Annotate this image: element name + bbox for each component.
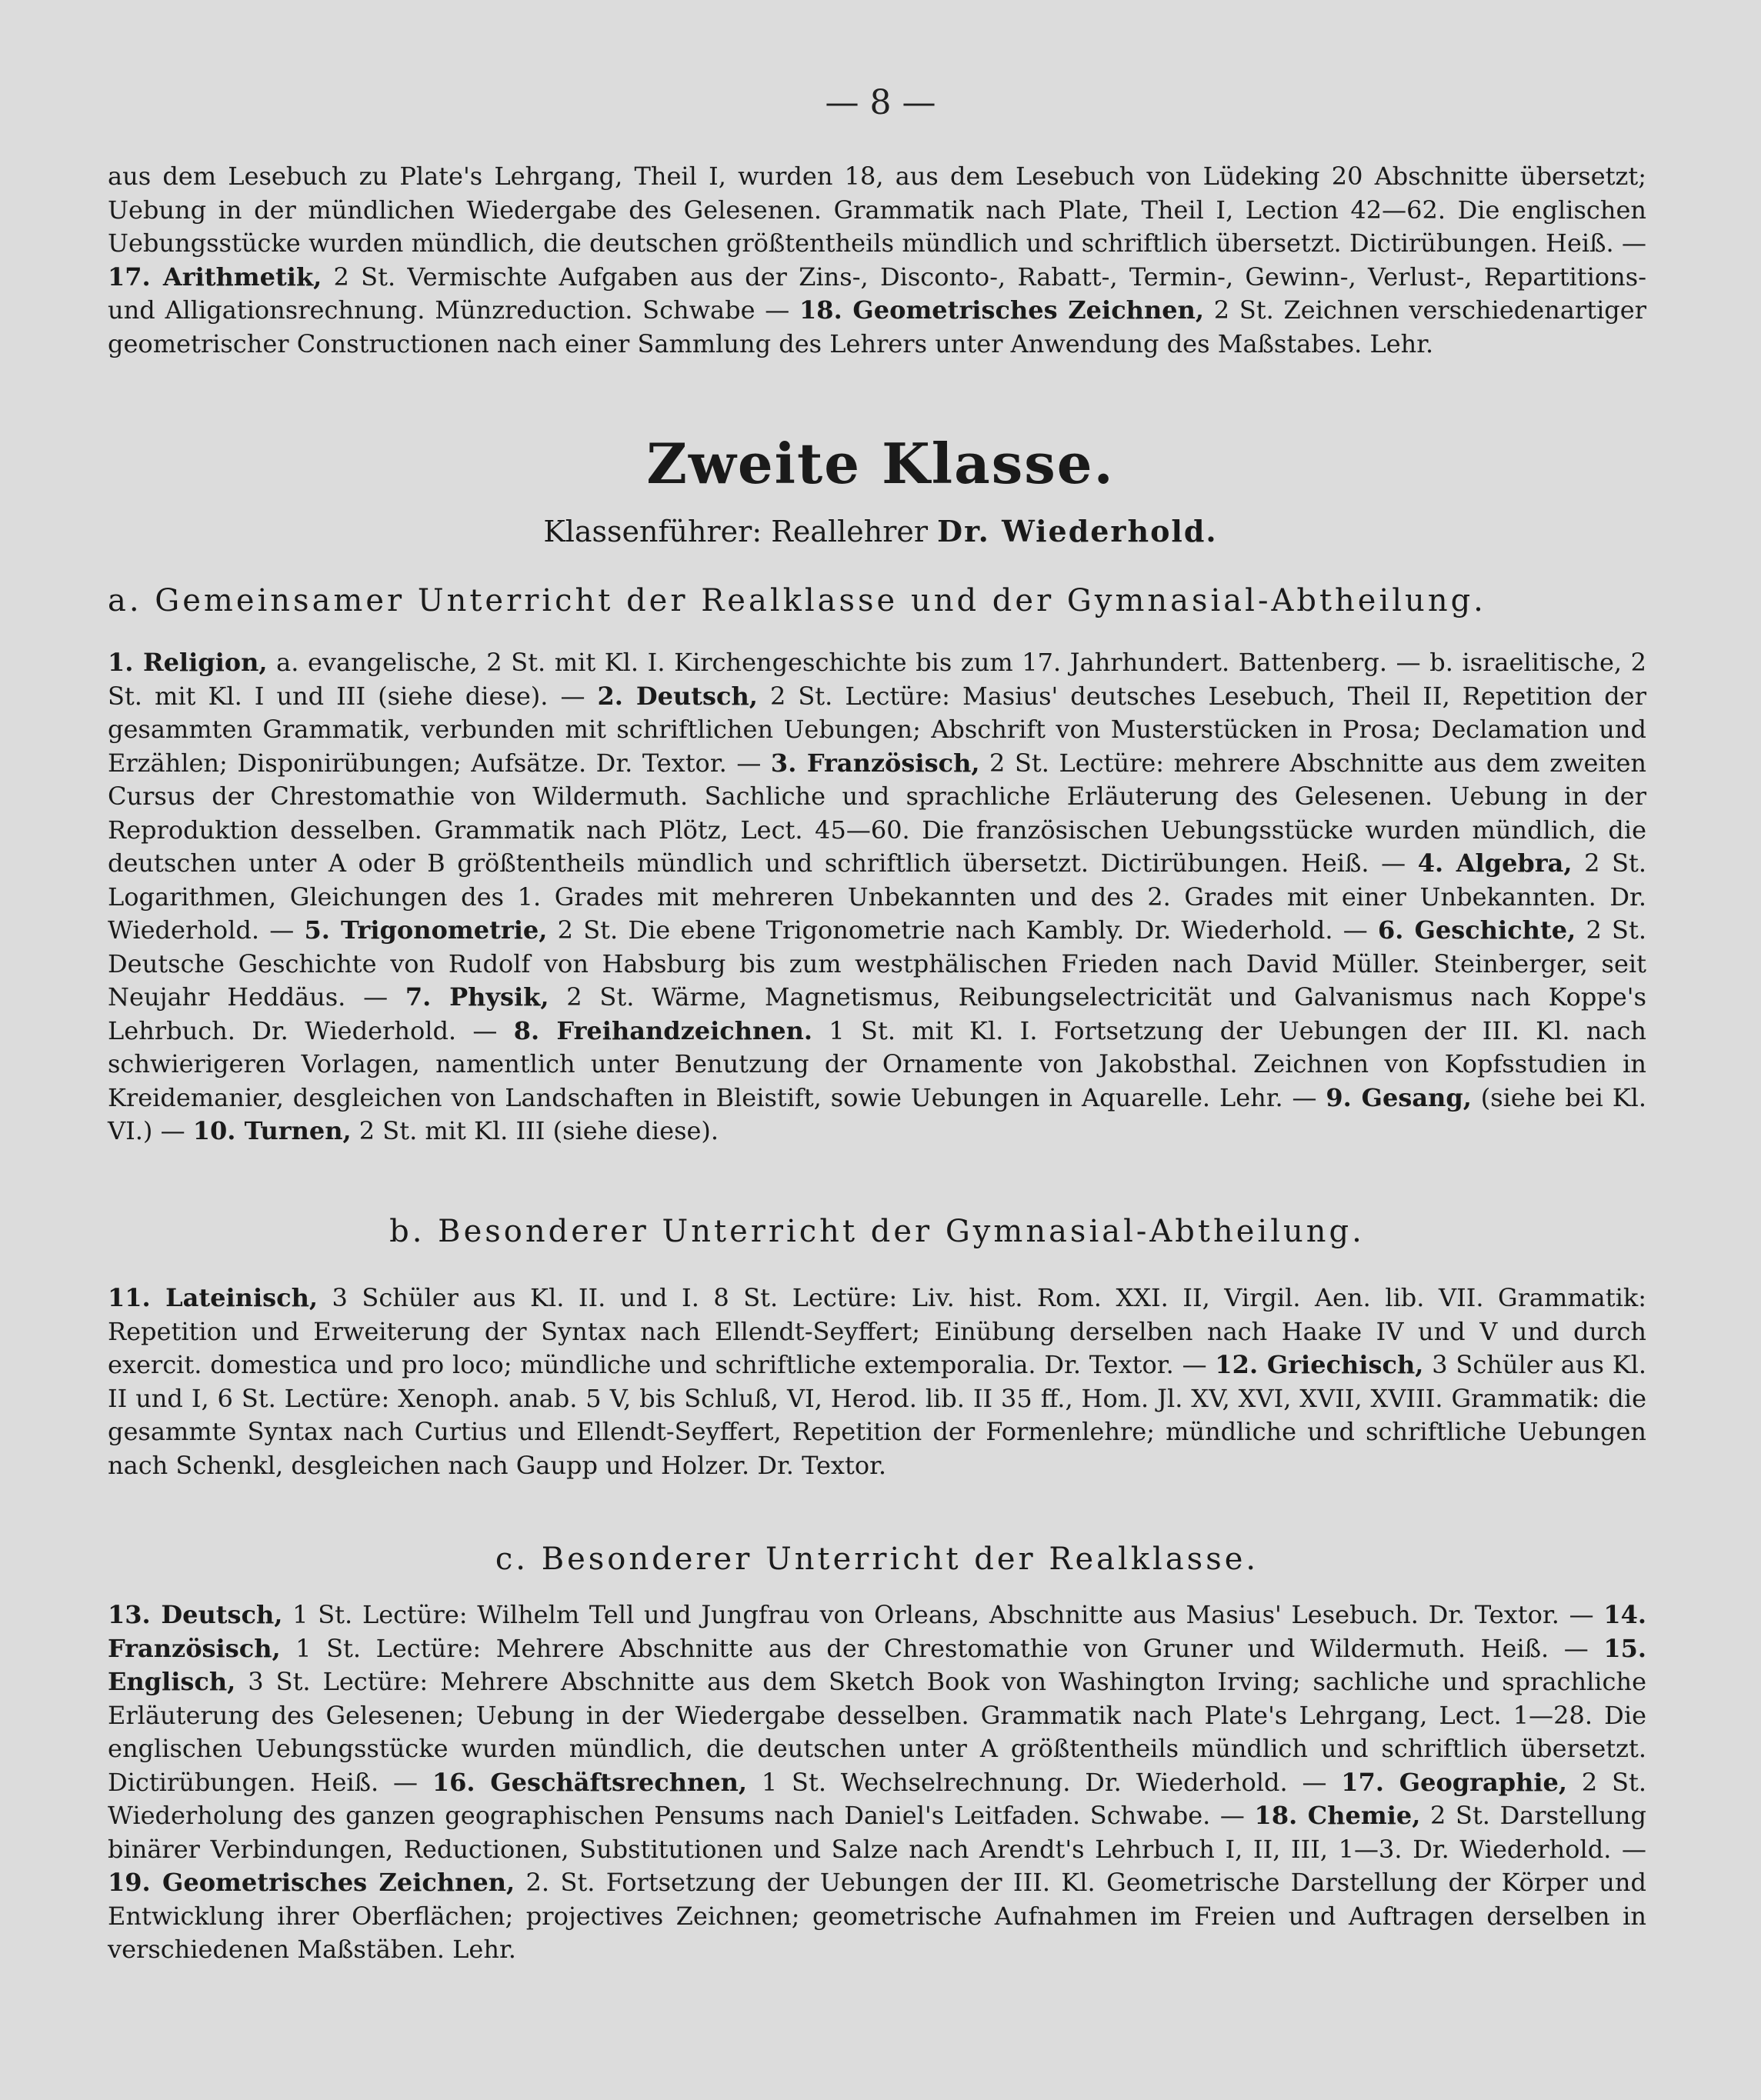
- text-run: 2 St. Vermischte Aufgaben aus der Zins-, Disconto-, Rabatt-, Termin-, Gewinn-, Verlust-, Repartitions- und Alligationsrechnung. Münzreduction. Schwabe —: [108, 262, 1647, 325]
- subject-heading: 18. Geometrisches Zeichnen,: [799, 295, 1204, 325]
- text-run: 2 St. Wiederholung des ganzen geographischen Pensums nach Daniel's Leitfaden. Schwabe. —: [108, 1767, 1647, 1830]
- text-run: 2 St. Deutsche Geschichte von Rudolf von Habsburg bis zum westphälischen Frieden nach David Müller. Steinberger, seit Neujahr Heddäus. —: [108, 915, 1647, 1012]
- subject-heading: 6. Geschichte,: [1377, 915, 1576, 945]
- subject-heading: 19. Geometrisches Zeichnen,: [108, 1868, 515, 1897]
- text-run: 2 St. Darstellung binärer Verbindungen, Reductionen, Substitutionen und Salze nach Arendt's Lehrbuch I, II, III, 1—3. Dr. Wiederhold. —: [108, 1801, 1647, 1864]
- subject-heading: 15. Englisch,: [108, 1633, 1646, 1696]
- subject-heading: 16. Geschäftsrechnen,: [432, 1767, 748, 1797]
- subject-heading: 1. Religion,: [108, 648, 268, 677]
- text-run: aus dem Lesebuch zu Plate's Lehrgang, Theil I, wurden 18, aus dem Lesebuch von Lüdeking 20 Abschnitte übersetzt; Uebung in der mündlichen Wiedergabe des Gelesenen. Grammatik nach Plate, Theil I, Lection 42—62. Die englischen Uebungsstücke wurden mündlich, die deutschen größtentheils mündlich und schriftlich übersetzt. Dictirübungen. Heiß. —: [108, 162, 1646, 258]
- subject-heading: 3. Französisch,: [770, 748, 980, 778]
- subject-heading: 12. Griechisch,: [1215, 1350, 1424, 1379]
- text-run: 2 St. Zeichnen verschiedenartiger geometrischer Constructionen nach einer Sammlung des Lehrers unter Anwendung des Maßstabes. Lehr.: [108, 295, 1647, 358]
- text-run: 1 St. Lectüre: Mehrere Abschnitte aus der Chrestomathie von Gruner und Wildermuth. Heiß. —: [280, 1633, 1604, 1663]
- text-run: 1 St. mit Kl. I. Fortsetzung der Uebungen der III. Kl. nach schwierigeren Vorlagen, namentlich unter Benutzung der Ornamente von Jakobsthal. Zeichnen von Kopfsstudien in Kreidemanier, desgleichen von Landschaften in Bleistift, sowie Uebungen in Aquarelle. Lehr. —: [108, 1015, 1647, 1112]
- text-run: 3 Schüler aus Kl. II. und I. 8 St. Lectüre: Liv. hist. Rom. XXI. II, Virgil. Aen. lib. VII. Grammatik: Repetition und Erweiterung der Syntax nach Ellendt-Seyffert; Einübung derselben nach Haake IV und V und durch exercit. domestica und pro loco; mündliche und schriftliche extemporalia. Dr. Textor. —: [108, 1283, 1647, 1379]
- text-run: 1 St. Wechselrechnung. Dr. Wiederhold. —: [747, 1767, 1342, 1797]
- subject-heading: 10. Turnen,: [192, 1116, 352, 1145]
- intro-paragraph: [108, 160, 1646, 361]
- subject-heading: 2. Deutsch,: [597, 681, 758, 711]
- section-a-heading: a. Gemeinsamer Unterricht der Realklasse und der Gymnasial-Abtheilung.: [108, 583, 1486, 618]
- text-run: 2 St. Lectüre: Masius' deutsches Lesebuch, Theil II, Repetition der gesammten Grammatik, verbunden mit schriftlichen Uebungen; Abschrift von Musterstücken in Prosa; Declamation und Erzählen; Disponirübungen; Aufsätze. Dr. Textor. —: [108, 681, 1647, 778]
- subject-heading: 7. Physik,: [405, 982, 549, 1012]
- section-c-heading: c. Besonderer Unterricht der Realklasse.: [495, 1542, 1259, 1577]
- text-run: a. evangelische, 2 St. mit Kl. I. Kirchengeschichte bis zum 17. Jahrhundert. Battenberg. — b. israelitische, 2 St. mit Kl. I und III (siehe diese). —: [108, 648, 1647, 711]
- section-b-paragraph: [108, 1282, 1646, 1482]
- text-run: 3 Schüler aus Kl. II und I, 6 St. Lectüre: Xenoph. anab. 5 V, bis Schluß, VI, Herod. lib. II 35 ff., Hom. Jl. XV, XVI, XVII, XVIII. Grammatik: die gesammte Syntax nach Curtius und Ellendt-Seyffert, Repetition der Formenlehre; mündliche und schriftliche Uebungen nach Schenkl, desgleichen nach Gaupp und Holzer. Dr. Textor.: [108, 1350, 1647, 1480]
- text-run: 2 St. Die ebene Trigonometrie nach Kambly. Dr. Wiederhold. —: [547, 915, 1378, 945]
- text-run: 2 St. Lectüre: mehrere Abschnitte aus dem zweiten Cursus der Chrestomathie von Wildermuth. Sachliche und sprachliche Erläuterung des Gelesenen. Uebung in der Reproduktion desselben. Grammatik nach Plötz, Lect. 45—60. Die französischen Uebungsstücke wurden mündlich, die deutschen unter A oder B größtentheils mündlich und schriftlich übersetzt. Dictirübungen. Heiß. —: [108, 748, 1647, 878]
- text-run: 2 St. mit Kl. III (siehe diese).: [351, 1116, 719, 1145]
- class-leader-label: Klassenführer: Reallehrer: [543, 515, 938, 548]
- text-run: 3 St. Lectüre: Mehrere Abschnitte aus dem Sketch Book von Washington Irving; sachliche und sprachliche Erläuterung des Gelesenen; Uebung in der Wiedergabe desselben. Grammatik nach Plate's Lehrgang, Lect. 1—28. Die englischen Uebungsstücke wurden mündlich, die deutschen unter A größtentheils mündlich und schriftlich übersetzt. Dictirübungen. Heiß. —: [108, 1667, 1646, 1797]
- subject-heading: 11. Lateinisch,: [108, 1283, 319, 1312]
- class-leader-name: Dr. Wiederhold.: [937, 514, 1218, 548]
- section-c-paragraph: [108, 1598, 1646, 1967]
- text-run: 2 St. Wärme, Magnetismus, Reibungselectricität und Galvanismus nach Koppe's Lehrbuch. Dr. Wiederhold. —: [108, 982, 1647, 1045]
- subject-heading: 17. Geographie,: [1341, 1767, 1568, 1797]
- page-number: — 8 —: [825, 83, 936, 122]
- section-b-heading: b. Besonderer Unterricht der Gymnasial-Abtheilung.: [389, 1214, 1365, 1249]
- text-run: (siehe bei Kl. VI.) —: [108, 1082, 1647, 1145]
- subject-heading: 5. Trigonometrie,: [304, 915, 548, 945]
- section-a-paragraph: [108, 646, 1646, 1148]
- text-run: 1 St. Lectüre: Wilhelm Tell und Jungfrau von Orleans, Abschnitte aus Masius' Lesebuch. Dr. Textor. —: [282, 1600, 1604, 1629]
- class-title: Zweite Klasse.: [646, 431, 1115, 496]
- text-run: 2. St. Fortsetzung der Uebungen der III. Kl. Geometrische Darstellung der Körper und Entwicklung ihrer Oberflächen; projectives Zeichnen; geometrische Aufnahmen im Freien und Auftragen derselben in verschiedenen Maßstäben. Lehr.: [108, 1868, 1647, 1964]
- subject-heading: 17. Arithmetik,: [108, 262, 322, 292]
- subject-heading: 9. Gesang,: [1326, 1082, 1472, 1112]
- subject-heading: 8. Freihandzeichnen.: [513, 1015, 813, 1045]
- text-run: 2 St. Logarithmen, Gleichungen des 1. Grades mit mehreren Unbekannten und des 2. Grades mit einer Unbekannten. Dr. Wiederhold. —: [108, 848, 1647, 945]
- subject-heading: 14. Französisch,: [108, 1600, 1647, 1663]
- subject-heading: 18. Chemie,: [1254, 1801, 1421, 1830]
- subject-heading: 13. Deutsch,: [108, 1600, 283, 1629]
- subject-heading: 4. Algebra,: [1417, 848, 1573, 878]
- class-leader: [0, 514, 1761, 548]
